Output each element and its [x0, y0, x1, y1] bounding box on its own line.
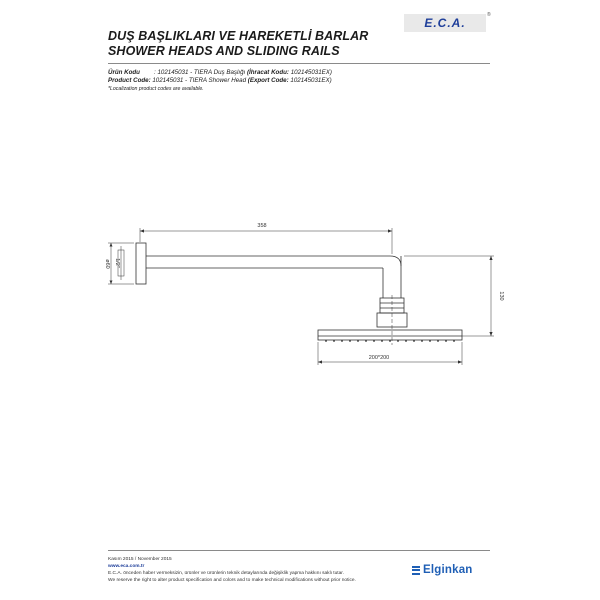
footer-disclaimer-en: We reserve the right to alter product specification and colors and to make technical modifications without prior notice. — [108, 578, 356, 583]
registered-mark: ® — [487, 12, 491, 18]
dim-flange-label: ø60 — [104, 259, 110, 269]
dim-head-label: 200*200 — [368, 355, 390, 361]
localization-note: *Localization product codes are available. — [108, 86, 204, 92]
dimension-arrows — [110, 229, 493, 363]
elginkan-logo-text: Elginkan — [423, 564, 473, 576]
shower-head — [318, 330, 462, 340]
wall-flange — [136, 243, 146, 284]
elbow-curve — [390, 256, 401, 266]
footer-divider — [108, 550, 490, 551]
footer — [108, 556, 356, 584]
export-code-en-value: 102145031EX) — [290, 77, 332, 84]
product-code-en-value: 102145031 - TIERA Shower Head — [152, 77, 247, 84]
dim-length-label: 358 — [257, 223, 267, 229]
export-code-en-label: (Export Code: — [247, 77, 289, 84]
footer-website-link[interactable]: www.eca.com.tr — [108, 564, 145, 569]
footer-date: Kasım 2015 / November 2015 — [108, 557, 172, 562]
product-code-en-label: Product Code: — [108, 77, 151, 84]
export-code-tr-value: 102145031EX) — [290, 69, 332, 76]
elginkan-logo — [412, 564, 473, 576]
eca-logo-text: E.C.A. — [424, 16, 466, 30]
title-english: SHOWER HEADS AND SLIDING RAILS — [108, 44, 340, 58]
export-code-tr-label: (İhracat Kodu: — [247, 69, 289, 76]
product-code-tr-value: : 102145031 - TIERA Duş Başlığı — [154, 69, 246, 76]
title-turkish: DUŞ BAŞLIKLARI VE HAREKETLİ BARLAR — [108, 29, 369, 43]
product-code-tr-label: Ürün Kodu — [108, 69, 140, 76]
dim-height-label: 130 — [498, 291, 504, 301]
elginkan-mark-icon — [412, 566, 420, 575]
footer-disclaimer-tr: E.C.A. önceden haber vermeksizin, ürünler ve ürünlerin teknik detaylarında değişiklik yapma hakkını saklı tutar. — [108, 571, 344, 576]
dim-pipe-label: 1/2" — [114, 258, 120, 268]
